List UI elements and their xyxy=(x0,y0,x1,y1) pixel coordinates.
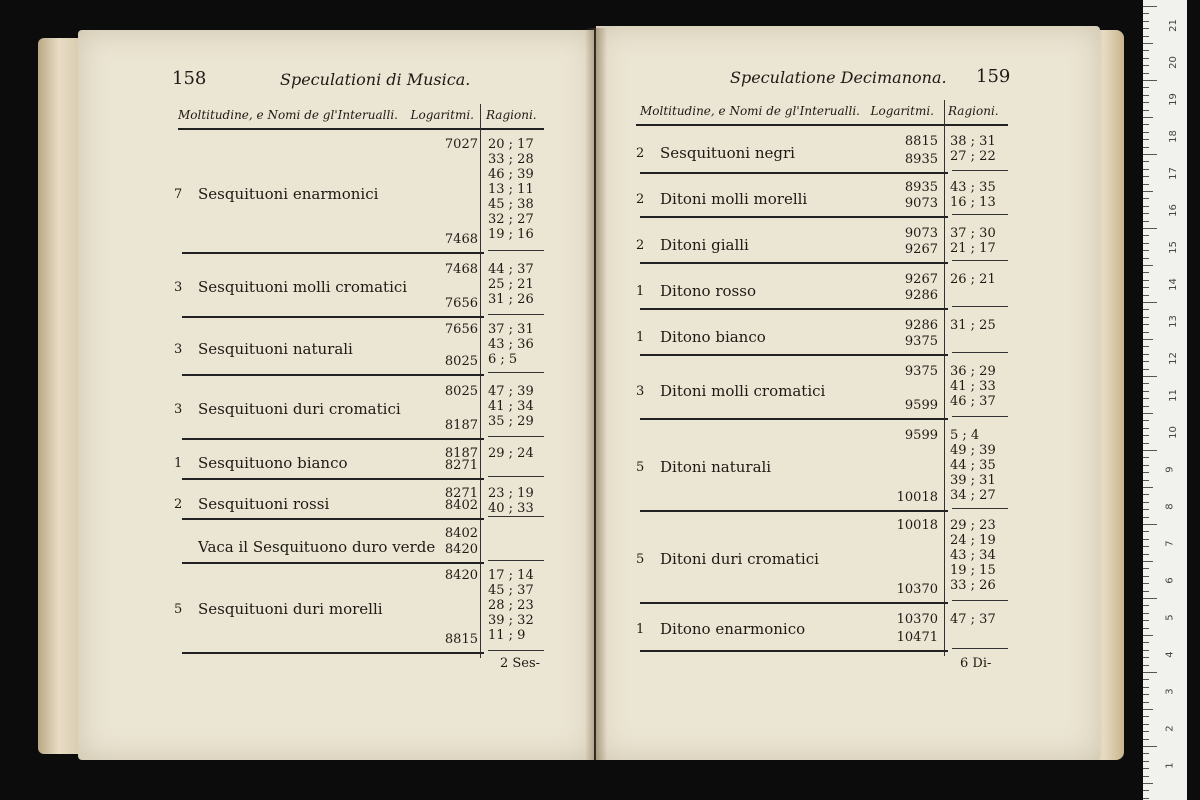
left-row-rule xyxy=(182,478,484,480)
left-interval-name: Sesquituoni enarmonici xyxy=(198,185,379,203)
right-row-count: 1 xyxy=(636,284,645,299)
left-ratio-value: 46 ; 39 xyxy=(488,167,534,182)
left-row-count: 3 xyxy=(174,342,183,357)
left-log-end: 8271 xyxy=(444,458,478,473)
right-log-end: 9073 xyxy=(904,196,938,211)
left-ratio-value: 33 ; 28 xyxy=(488,152,534,167)
right-ratio-rule xyxy=(952,600,1008,601)
ruler-tick xyxy=(1143,620,1149,621)
ruler-tick xyxy=(1143,280,1149,281)
ruler-tick xyxy=(1143,598,1157,599)
left-interval-name: Sesquituoni duri cromatici xyxy=(198,400,401,418)
left-log-end: 8815 xyxy=(444,632,478,647)
left-col-logarithms: Logaritmi. xyxy=(410,108,474,122)
ruler-number: 7 xyxy=(1164,540,1176,547)
right-row-rule xyxy=(640,354,948,356)
left-ratio-value: 19 ; 16 xyxy=(488,227,534,242)
ruler-tick xyxy=(1143,487,1153,488)
right-row-count: 5 xyxy=(636,552,645,567)
ruler-tick xyxy=(1143,731,1149,732)
ruler-tick xyxy=(1143,457,1149,458)
left-ratio-rule xyxy=(488,516,544,517)
ruler-tick xyxy=(1143,354,1149,355)
left-row-rule xyxy=(182,252,484,254)
left-ratio-rule xyxy=(488,436,544,437)
left-row-rule xyxy=(182,374,484,376)
left-interval-name: Sesquituoni naturali xyxy=(198,340,353,358)
ruler-tick xyxy=(1143,235,1149,236)
left-col-ratios: Ragioni. xyxy=(486,108,537,122)
left-log-end: 7656 xyxy=(444,296,478,311)
ruler-tick xyxy=(1143,58,1149,59)
right-interval-name: Ditoni naturali xyxy=(660,458,772,476)
ruler-number: 21 xyxy=(1167,19,1179,32)
right-ratio-value: 36 ; 29 xyxy=(950,364,996,379)
right-ratio-rule xyxy=(952,214,1008,215)
ruler-tick xyxy=(1143,287,1149,288)
right-page-number: 159 xyxy=(976,66,1011,87)
right-log-start: 8815 xyxy=(904,134,938,149)
left-ratio-value: 41 ; 34 xyxy=(488,399,534,414)
right-column-divider xyxy=(944,100,945,656)
right-interval-name: Ditono enarmonico xyxy=(660,620,806,638)
right-ratio-rule xyxy=(952,352,1008,353)
left-ratio-value: 43 ; 36 xyxy=(488,337,534,352)
ruler-tick xyxy=(1143,709,1153,710)
ruler-number: 5 xyxy=(1164,614,1176,621)
ruler-tick xyxy=(1143,361,1149,362)
ruler-number: 9 xyxy=(1164,466,1176,473)
ruler-tick xyxy=(1143,302,1157,303)
right-catchword: 6 Di- xyxy=(960,656,992,671)
left-running-head: Speculationi di Musica. xyxy=(280,70,471,89)
left-ratio-rule xyxy=(488,372,544,373)
right-row-rule xyxy=(640,216,948,218)
ruler-tick xyxy=(1143,576,1149,577)
ruler-tick xyxy=(1143,21,1149,22)
left-ratio-rule xyxy=(488,650,544,651)
left-ratio-value: 6 ; 5 xyxy=(488,352,518,367)
ruler-number: 1 xyxy=(1164,762,1176,769)
ruler-tick xyxy=(1143,102,1149,103)
left-row-rule xyxy=(182,316,484,318)
ruler-tick xyxy=(1143,154,1157,155)
right-row-count: 5 xyxy=(636,460,645,475)
left-log-start: 7656 xyxy=(444,322,478,337)
right-ratio-value: 26 ; 21 xyxy=(950,272,996,287)
left-column-divider xyxy=(480,104,481,658)
ruler-tick xyxy=(1143,50,1149,51)
left-ratio-value: 35 ; 29 xyxy=(488,414,534,429)
right-running-head: Speculatione Decimanona. xyxy=(730,68,947,87)
ruler-tick xyxy=(1143,539,1149,540)
right-ratio-value: 29 ; 23 xyxy=(950,518,996,533)
ruler-tick xyxy=(1143,406,1149,407)
right-ratio-value: 43 ; 34 xyxy=(950,548,996,563)
right-row-rule xyxy=(640,172,948,174)
right-log-start: 9073 xyxy=(904,226,938,241)
ruler-tick xyxy=(1143,309,1149,310)
right-log-start: 9599 xyxy=(904,428,938,443)
left-log-end: 8402 xyxy=(444,498,478,513)
ruler-tick xyxy=(1143,169,1149,170)
left-ratio-value: 13 ; 11 xyxy=(488,182,534,197)
ruler-tick xyxy=(1143,702,1149,703)
right-ratio-rule xyxy=(952,648,1008,649)
right-log-start: 10370 xyxy=(896,612,938,627)
right-ratio-value: 33 ; 26 xyxy=(950,578,996,593)
ruler-number: 13 xyxy=(1167,315,1179,328)
ruler-tick xyxy=(1143,376,1157,377)
left-log-start: 8420 xyxy=(444,568,478,583)
ruler-tick xyxy=(1143,509,1149,510)
ruler-tick xyxy=(1143,132,1149,133)
ruler-tick xyxy=(1143,110,1149,111)
right-interval-name: Sesquituoni negri xyxy=(660,144,795,162)
ruler-tick xyxy=(1143,43,1153,44)
right-row-count: 2 xyxy=(636,146,645,161)
ruler-tick xyxy=(1143,295,1149,296)
left-interval-name: Sesquituoni duri morelli xyxy=(198,600,383,618)
right-ratio-value: 41 ; 33 xyxy=(950,379,996,394)
right-interval-name: Ditono rosso xyxy=(660,282,756,300)
ruler-number: 15 xyxy=(1167,241,1179,254)
ruler-tick xyxy=(1143,428,1149,429)
ruler-tick xyxy=(1143,339,1153,340)
left-ratio-rule xyxy=(488,476,544,477)
left-ratio-value: 20 ; 17 xyxy=(488,137,534,152)
right-row-rule xyxy=(640,308,948,310)
ruler-number: 19 xyxy=(1167,93,1179,106)
ruler-tick xyxy=(1143,591,1149,592)
left-log-start: 8402 xyxy=(444,526,478,541)
ruler-tick xyxy=(1143,672,1157,673)
ruler-tick xyxy=(1143,517,1149,518)
right-log-start: 9286 xyxy=(904,318,938,333)
right-ratio-value: 5 ; 4 xyxy=(950,428,980,443)
ruler-tick xyxy=(1143,139,1149,140)
left-ratio-value: 28 ; 23 xyxy=(488,598,534,613)
ruler-tick xyxy=(1143,80,1157,81)
left-page-number: 158 xyxy=(172,68,207,89)
right-ratio-value: 24 ; 19 xyxy=(950,533,996,548)
ruler-tick xyxy=(1143,147,1149,148)
ruler-tick xyxy=(1143,317,1149,318)
left-row-rule xyxy=(182,518,484,520)
right-interval-name: Ditoni molli cromatici xyxy=(660,382,826,400)
right-ratio-value: 16 ; 13 xyxy=(950,195,996,210)
left-ratio-value: 39 ; 32 xyxy=(488,613,534,628)
left-log-start: 7027 xyxy=(444,137,478,152)
right-row-count: 3 xyxy=(636,384,645,399)
left-ratio-value: 40 ; 33 xyxy=(488,501,534,516)
ruler-number: 11 xyxy=(1167,389,1179,402)
ruler-tick xyxy=(1143,554,1149,555)
ruler-tick xyxy=(1143,206,1149,207)
left-catchword: 2 Ses- xyxy=(500,656,541,671)
ruler-tick xyxy=(1143,790,1149,791)
ruler-tick xyxy=(1143,435,1149,436)
ruler-tick xyxy=(1143,198,1149,199)
left-ratio-value: 44 ; 37 xyxy=(488,262,534,277)
right-ratio-rule xyxy=(952,306,1008,307)
ruler-tick xyxy=(1143,480,1149,481)
right-interval-name: Ditono bianco xyxy=(660,328,766,346)
left-header-rule xyxy=(178,128,544,130)
right-ratio-value: 46 ; 37 xyxy=(950,394,996,409)
ruler-tick xyxy=(1143,221,1149,222)
right-log-start: 9267 xyxy=(904,272,938,287)
right-ratio-rule xyxy=(952,508,1008,509)
ruler-tick xyxy=(1143,272,1149,273)
ruler-tick xyxy=(1143,191,1153,192)
right-log-start: 9375 xyxy=(904,364,938,379)
right-header-rule xyxy=(636,124,1008,126)
right-ratio-value: 27 ; 22 xyxy=(950,149,996,164)
left-ratio-value: 23 ; 19 xyxy=(488,486,534,501)
right-row-rule xyxy=(640,650,948,652)
ruler-tick xyxy=(1143,635,1153,636)
right-ratio-value: 44 ; 35 xyxy=(950,458,996,473)
ruler-tick xyxy=(1143,502,1149,503)
left-row-count: 3 xyxy=(174,402,183,417)
ruler-tick xyxy=(1143,716,1149,717)
ruler-tick xyxy=(1143,184,1149,185)
left-ratio-value: 25 ; 21 xyxy=(488,277,534,292)
right-col-logarithms: Logaritmi. xyxy=(870,104,934,118)
ruler-tick xyxy=(1143,783,1153,784)
left-interval-name: Sesquituono bianco xyxy=(198,454,348,472)
ruler-tick xyxy=(1143,753,1149,754)
ruler-number: 16 xyxy=(1167,204,1179,217)
ruler-tick xyxy=(1143,213,1149,214)
ruler-tick xyxy=(1143,450,1157,451)
ruler-tick xyxy=(1143,228,1157,229)
ruler-tick xyxy=(1143,73,1149,74)
left-interval-name: Sesquituoni molli cromatici xyxy=(198,278,408,296)
left-row-rule xyxy=(182,562,484,564)
ruler-tick xyxy=(1143,443,1149,444)
left-log-end: 8187 xyxy=(444,418,478,433)
right-log-end: 10370 xyxy=(896,582,938,597)
ruler-tick xyxy=(1143,531,1149,532)
left-log-start: 8271 xyxy=(444,486,478,501)
left-row-count: 5 xyxy=(174,602,183,617)
right-row-count: 1 xyxy=(636,622,645,637)
ruler-tick xyxy=(1143,398,1149,399)
ruler-tick xyxy=(1143,369,1149,370)
left-ratio-value: 45 ; 37 xyxy=(488,583,534,598)
ruler-number: 3 xyxy=(1164,688,1176,695)
ruler-tick xyxy=(1143,798,1149,799)
right-log-end: 10471 xyxy=(896,630,938,645)
right-log-end: 9599 xyxy=(904,398,938,413)
ruler-tick xyxy=(1143,87,1149,88)
right-ratio-rule xyxy=(952,260,1008,261)
right-log-start: 10018 xyxy=(896,518,938,533)
ruler-tick xyxy=(1143,628,1149,629)
ruler-tick xyxy=(1143,36,1149,37)
ruler-tick xyxy=(1143,746,1157,747)
ruler-tick xyxy=(1143,391,1149,392)
right-ratio-value: 38 ; 31 xyxy=(950,134,996,149)
left-ratio-rule xyxy=(488,314,544,315)
ruler-number: 8 xyxy=(1164,503,1176,510)
ruler-tick xyxy=(1143,657,1149,658)
ruler-tick xyxy=(1143,568,1149,569)
right-col-intervals: Moltitudine, e Nomi de gl'Interualli. xyxy=(640,104,860,118)
ruler-tick xyxy=(1143,613,1149,614)
ruler-tick xyxy=(1143,739,1149,740)
left-row-count: 1 xyxy=(174,456,183,471)
ruler-tick xyxy=(1143,583,1149,584)
right-row-count: 2 xyxy=(636,192,645,207)
ruler-tick xyxy=(1143,761,1149,762)
ruler-tick xyxy=(1143,13,1149,14)
ruler-number: 17 xyxy=(1167,167,1179,180)
ruler-tick xyxy=(1143,65,1149,66)
ruler-number: 4 xyxy=(1164,651,1176,658)
ruler-tick xyxy=(1143,324,1149,325)
right-ratio-value: 37 ; 30 xyxy=(950,226,996,241)
ruler-tick xyxy=(1143,413,1153,414)
ruler-tick xyxy=(1143,6,1157,7)
ruler-number: 20 xyxy=(1167,56,1179,69)
right-col-ratios: Ragioni. xyxy=(948,104,999,118)
right-log-start: 8935 xyxy=(904,180,938,195)
ruler-tick xyxy=(1143,687,1149,688)
ruler-tick xyxy=(1143,679,1149,680)
left-interval-name: Vaca il Sesquituono duro verde xyxy=(198,538,436,556)
ruler-number: 6 xyxy=(1164,577,1176,584)
right-row-rule xyxy=(640,510,948,512)
right-log-end: 8935 xyxy=(904,152,938,167)
right-row-count: 2 xyxy=(636,238,645,253)
left-ratio-rule xyxy=(488,560,544,561)
right-ratio-rule xyxy=(952,170,1008,171)
ruler-tick xyxy=(1143,524,1157,525)
book-gutter xyxy=(585,28,607,760)
left-row-count: 7 xyxy=(174,187,183,202)
ruler-tick xyxy=(1143,124,1149,125)
left-row-count: 2 xyxy=(174,497,183,512)
ruler-tick xyxy=(1143,665,1149,666)
left-ratio-value: 32 ; 27 xyxy=(488,212,534,227)
ruler-number: 12 xyxy=(1167,352,1179,365)
left-ratio-value: 11 ; 9 xyxy=(488,628,526,643)
ruler-tick xyxy=(1143,258,1149,259)
right-ratio-value: 19 ; 15 xyxy=(950,563,996,578)
right-interval-name: Ditoni molli morelli xyxy=(660,190,808,208)
right-log-end: 9375 xyxy=(904,334,938,349)
right-interval-name: Ditoni duri cromatici xyxy=(660,550,819,568)
ruler-tick xyxy=(1143,420,1149,421)
ruler-tick xyxy=(1143,605,1149,606)
right-log-end: 9286 xyxy=(904,288,938,303)
ruler-tick xyxy=(1143,161,1149,162)
right-log-end: 9267 xyxy=(904,242,938,257)
ruler-number: 14 xyxy=(1167,278,1179,291)
left-col-intervals: Moltitudine, e Nomi de gl'Interualli. xyxy=(178,108,398,122)
left-ratio-value: 29 ; 24 xyxy=(488,446,534,461)
left-row-rule xyxy=(182,438,484,440)
ruler-tick xyxy=(1143,546,1149,547)
right-ratio-value: 31 ; 25 xyxy=(950,318,996,333)
right-ratio-value: 49 ; 39 xyxy=(950,443,996,458)
left-log-start: 8187 xyxy=(444,446,478,461)
measuring-ruler xyxy=(1143,0,1187,800)
left-ratio-value: 45 ; 38 xyxy=(488,197,534,212)
left-ratio-value: 17 ; 14 xyxy=(488,568,534,583)
left-ratio-value: 31 ; 26 xyxy=(488,292,534,307)
ruler-tick xyxy=(1143,346,1149,347)
right-row-count: 1 xyxy=(636,330,645,345)
right-ratio-rule xyxy=(952,416,1008,417)
left-log-end: 8420 xyxy=(444,542,478,557)
ruler-tick xyxy=(1143,176,1149,177)
left-row-count: 3 xyxy=(174,280,183,295)
right-ratio-value: 21 ; 17 xyxy=(950,241,996,256)
right-ratio-value: 39 ; 31 xyxy=(950,473,996,488)
ruler-tick xyxy=(1143,724,1149,725)
ruler-number: 10 xyxy=(1167,426,1179,439)
ruler-tick xyxy=(1143,117,1153,118)
ruler-tick xyxy=(1143,243,1149,244)
right-row-rule xyxy=(640,262,948,264)
right-ratio-value: 43 ; 35 xyxy=(950,180,996,195)
ruler-tick xyxy=(1143,650,1149,651)
ruler-tick xyxy=(1143,642,1149,643)
left-log-end: 7468 xyxy=(444,232,478,247)
ruler-tick xyxy=(1143,250,1149,251)
right-log-end: 10018 xyxy=(896,490,938,505)
ruler-tick xyxy=(1143,768,1149,769)
left-row-rule xyxy=(182,652,484,654)
ruler-tick xyxy=(1143,472,1149,473)
left-interval-name: Sesquituoni rossi xyxy=(198,495,330,513)
left-log-start: 7468 xyxy=(444,262,478,277)
ruler-tick xyxy=(1143,332,1149,333)
ruler-number: 18 xyxy=(1167,130,1179,143)
right-row-rule xyxy=(640,602,948,604)
ruler-tick xyxy=(1143,383,1149,384)
right-ratio-value: 34 ; 27 xyxy=(950,488,996,503)
left-log-end: 8025 xyxy=(444,354,478,369)
ruler-tick xyxy=(1143,265,1153,266)
ruler-tick xyxy=(1143,694,1149,695)
left-ratio-rule xyxy=(488,250,544,251)
ruler-tick xyxy=(1143,95,1149,96)
ruler-tick xyxy=(1143,465,1149,466)
left-ratio-value: 47 ; 39 xyxy=(488,384,534,399)
ruler-tick xyxy=(1143,776,1149,777)
ruler-number: 2 xyxy=(1164,725,1176,732)
right-row-rule xyxy=(640,418,948,420)
ruler-tick xyxy=(1143,494,1149,495)
left-ratio-value: 37 ; 31 xyxy=(488,322,534,337)
ruler-tick xyxy=(1143,28,1149,29)
right-interval-name: Ditoni gialli xyxy=(660,236,749,254)
left-log-start: 8025 xyxy=(444,384,478,399)
ruler-tick xyxy=(1143,561,1153,562)
right-ratio-value: 47 ; 37 xyxy=(950,612,996,627)
